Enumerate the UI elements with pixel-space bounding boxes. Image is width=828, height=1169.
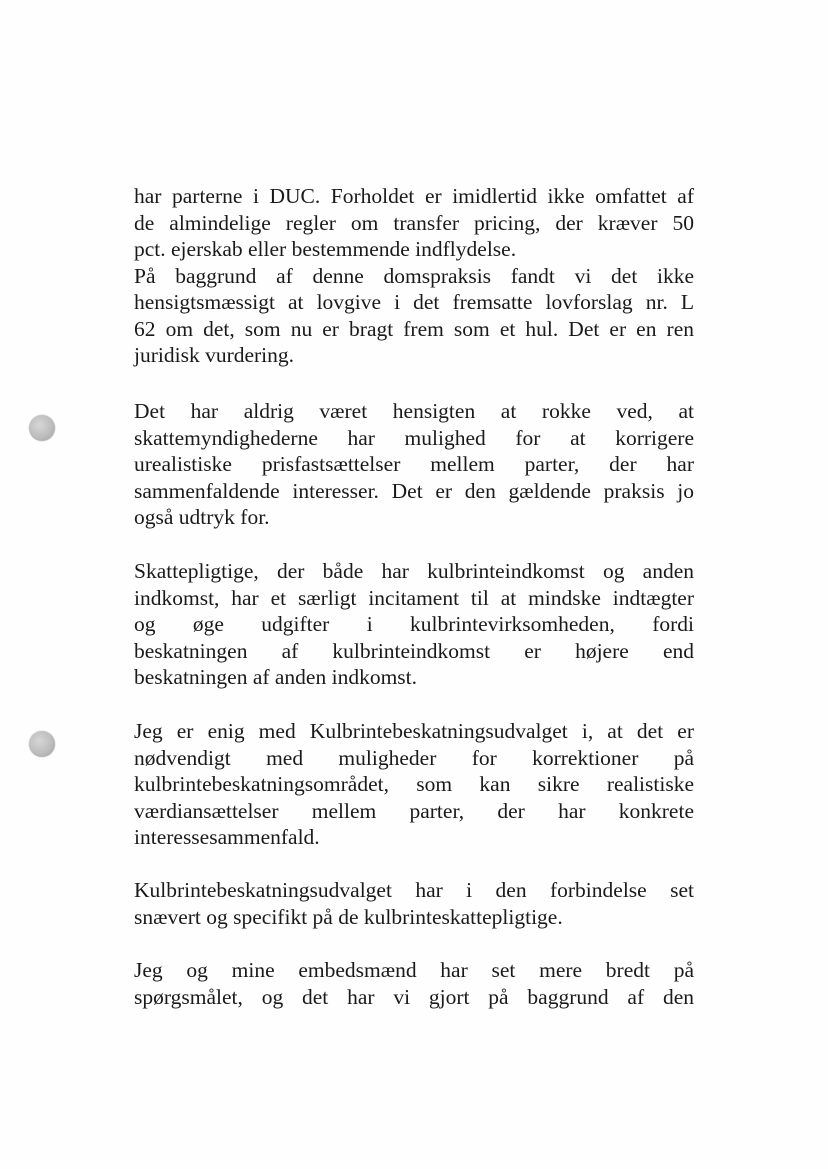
paragraph-3-line-2: indkomst, har et særligt incitament til at mindske indtægter: [134, 585, 694, 610]
paragraph-4-line-2: nødvendigt med muligheder for korrektioner på: [134, 745, 694, 770]
punch-hole-lower: [29, 731, 55, 757]
paragraph-1-line-5: hensigtsmæssigt at lovgive i det fremsatte lovforslag nr. L: [134, 290, 694, 314]
paragraph-2-line-2: skattemyndighederne har mulighed for at korrigere: [134, 425, 694, 450]
paragraph-2: [134, 398, 694, 531]
paragraph-6-line-1: Jeg og mine embedsmænd har set mere bredt på: [134, 958, 694, 982]
paragraph-1-line-4: På baggrund af denne domspraksis fandt vi det ikke: [134, 263, 694, 288]
paragraph-4-line-3: kulbrintebeskatningsområdet, som kan sikre realistiske: [134, 772, 694, 796]
paragraph-4-line-4: værdiansættelser mellem parter, der har konkrete: [134, 798, 694, 823]
paragraph-2-line-4: sammenfaldende interesser. Det er den gældende praksis jo: [134, 478, 694, 503]
paragraph-4-line-5: interessesammenfald.: [134, 825, 320, 849]
punch-hole-upper: [29, 415, 55, 441]
paragraph-1-line-6: 62 om det, som nu er bragt frem som et hul. Det er en ren: [134, 316, 694, 341]
paragraph-4: [134, 718, 694, 851]
paragraph-1-line-1: har parterne i DUC. Forholdet er imidlertid ikke omfattet af: [134, 184, 694, 208]
paragraph-1-line-2: de almindelige regler om transfer pricing, der kræver 50: [134, 210, 694, 235]
paragraph-6: [134, 957, 694, 1010]
paragraph-2-line-1: Det har aldrig været hensigten at rokke ved, at: [134, 399, 694, 423]
paragraph-3-line-5: beskatningen af anden indkomst.: [134, 665, 418, 689]
paragraph-3-line-1: Skattepligtige, der både har kulbrinteindkomst og anden: [134, 559, 694, 583]
paragraph-5: [134, 877, 694, 930]
paragraph-5-line-1: Kulbrintebeskatningsudvalget har i den forbindelse set: [134, 878, 694, 902]
paragraph-5-line-2: snævert og specifikt på de kulbrinteskattepligtige.: [134, 904, 563, 929]
paragraph-3-line-4: beskatningen af kulbrinteindkomst er højere end: [134, 638, 694, 663]
paragraph-1-line-7: juridisk vurdering.: [134, 343, 295, 367]
paragraph-2-line-3: urealistiske prisfastsættelser mellem parter, der har: [134, 452, 694, 476]
paragraph-1-line-3: pct. ejerskab eller bestemmende indflydelse.: [134, 237, 517, 261]
paragraph-4-line-1: Jeg er enig med Kulbrintebeskatningsudvalget i, at det er: [134, 719, 694, 743]
paragraph-3-line-3: og øge udgifter i kulbrintevirksomheden, fordi: [134, 612, 694, 636]
paragraph-2-line-5: også udtryk for.: [134, 505, 270, 529]
paragraph-6-line-2: spørgsmålet, og det har vi gjort på baggrund af den: [134, 984, 694, 1009]
paragraph-3: [134, 558, 694, 691]
paragraph-1: [134, 183, 694, 369]
